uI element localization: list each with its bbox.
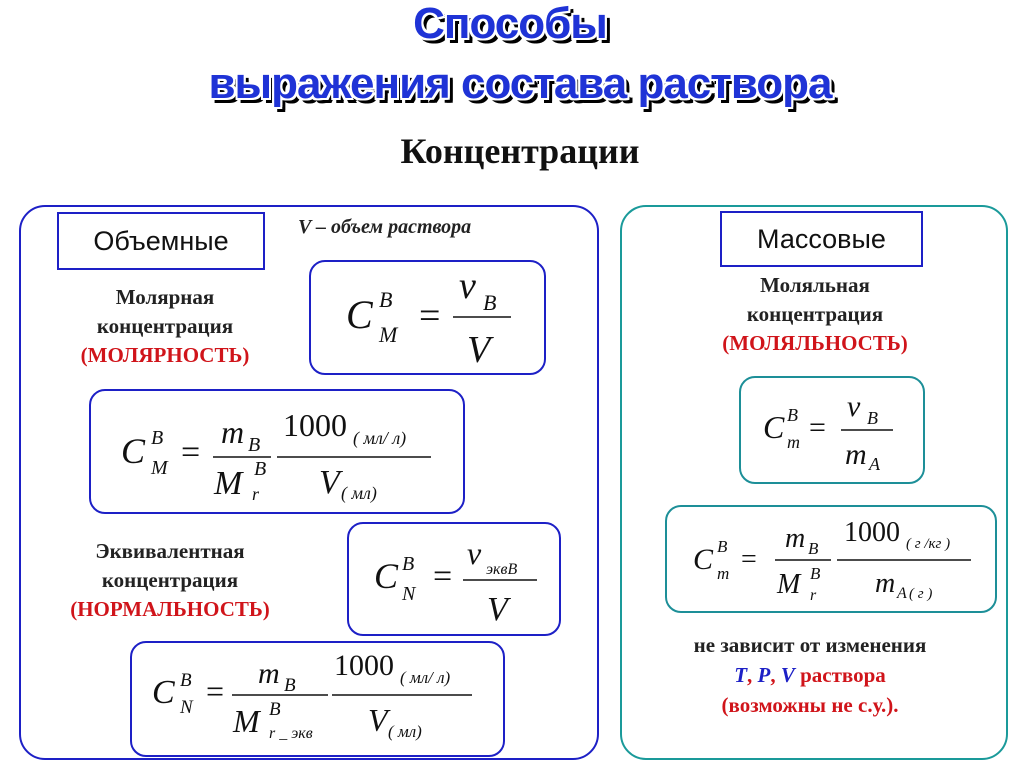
f5-nu: ν: [847, 390, 861, 423]
f4-N: N: [180, 697, 193, 718]
f2-eq: =: [181, 434, 201, 471]
f5-C: C: [763, 409, 785, 445]
f2-B: B: [151, 427, 164, 449]
molar-mass-formula-svg: [91, 391, 463, 512]
equivalent-line-3: (НОРМАЛЬНОСТЬ): [70, 597, 270, 621]
independence-note: [630, 630, 990, 720]
normal-basic-formula-svg: [349, 524, 559, 634]
f4-B: B: [180, 670, 192, 691]
independence-T: T: [734, 663, 748, 687]
independence-sep-1: ,: [747, 663, 758, 687]
f2-ml: ( мл): [341, 483, 377, 503]
volumetric-label-text: Объемные: [93, 225, 229, 256]
f5-m-sub: m: [787, 432, 800, 452]
f4-ml-l: ( мл/ л): [400, 668, 451, 687]
f2-mB: B: [248, 434, 261, 456]
f6-m-sub: m: [717, 564, 730, 583]
f4-m: m: [258, 657, 280, 690]
f6-A: A: [897, 585, 907, 602]
f6-MB: B: [810, 564, 821, 583]
f6-M: M: [777, 569, 801, 600]
f6-r: r: [810, 587, 817, 604]
normal-basic-formula: [347, 522, 561, 636]
f5-nuB: B: [867, 408, 878, 428]
mass-label: [720, 211, 923, 267]
f5-m: m: [845, 438, 867, 471]
f3-C: C: [374, 556, 399, 596]
f1-C: C: [346, 292, 373, 337]
f2-M: M: [151, 457, 168, 479]
f6-C: C: [693, 543, 714, 576]
f6-mB: B: [808, 539, 819, 558]
f2-1000: 1000: [283, 407, 347, 443]
independence-line-2: [630, 660, 990, 690]
independence-P: P: [757, 663, 771, 687]
equivalent-line-2: концентрация: [101, 568, 239, 592]
f6-B: B: [717, 537, 728, 556]
f2-ml-l: ( мл/ л): [353, 428, 407, 448]
molar-basic-formula: [309, 260, 546, 375]
f1-nu: ν: [459, 265, 476, 307]
f4-r-ekv: r _ экв: [269, 725, 313, 742]
molar-caption: [25, 283, 305, 370]
molal-mass-formula: [665, 505, 997, 613]
molal-basic-formula: [739, 376, 925, 484]
f2-MrB: B: [254, 458, 267, 480]
title-line-1: Способы: [413, 0, 607, 48]
independence-sep-2: ,: [770, 663, 781, 687]
mass-label-text: Массовые: [757, 223, 886, 254]
f6-g-kg: ( г /кг ): [906, 536, 951, 552]
f2-V: V: [319, 464, 340, 501]
f1-M: M: [379, 322, 398, 347]
f4-M: M: [233, 703, 260, 739]
f2-Mr: M: [214, 465, 243, 502]
f5-A: A: [869, 454, 880, 474]
molal-caption: [680, 271, 950, 358]
f3-nu: ν: [467, 535, 482, 571]
equivalent-caption: [25, 537, 315, 624]
f4-C: C: [152, 674, 175, 711]
molar-line-1: Молярная: [115, 285, 215, 309]
f3-B: B: [402, 553, 415, 575]
f1-V: V: [467, 329, 491, 371]
independence-tail: раствора: [794, 663, 886, 687]
independence-line-3: (возможны не с.у.).: [721, 693, 899, 717]
f6-eq: =: [741, 544, 757, 575]
normal-mass-formula: [130, 641, 505, 757]
f4-1000: 1000: [334, 649, 394, 682]
molal-line-2: концентрация: [746, 302, 884, 326]
normal-mass-formula-svg: [132, 643, 503, 755]
f4-MB: B: [269, 699, 281, 720]
f1-B: B: [379, 287, 393, 312]
f5-B: B: [787, 405, 798, 425]
molal-basic-formula-svg: [741, 378, 923, 482]
molal-line-3: (МОЛЯЛЬНОСТЬ): [722, 331, 908, 355]
volume-note-text: V – объем раствора: [298, 216, 472, 238]
molar-mass-formula: [89, 389, 465, 514]
molal-mass-formula-svg: [667, 507, 995, 611]
volume-note: [298, 216, 471, 239]
title-line-2: выражения состава раствора: [208, 59, 832, 108]
independence-V: V: [780, 663, 795, 687]
f4-mB: B: [284, 675, 296, 696]
equivalent-line-1: Эквивалентная: [95, 539, 245, 563]
f4-V: V: [368, 702, 388, 738]
independence-line-1: не зависит от изменения: [693, 633, 927, 657]
molar-line-2: концентрация: [96, 314, 234, 338]
subtitle: Концентрации: [400, 131, 640, 171]
f6-mA: m: [875, 568, 896, 599]
f1-nuB: B: [483, 290, 497, 315]
f6-g: ( г ): [909, 586, 933, 602]
f2-r: r: [252, 484, 260, 504]
molal-line-1: Моляльная: [760, 273, 870, 297]
f3-N: N: [402, 583, 416, 605]
f3-eq: =: [433, 558, 453, 595]
f4-eq: =: [206, 673, 225, 709]
f3-V: V: [487, 591, 508, 628]
f6-1000: 1000: [844, 517, 900, 548]
f5-eq: =: [809, 411, 826, 444]
f3-ekvB: эквB: [486, 561, 518, 578]
molar-line-3: (МОЛЯРНОСТЬ): [80, 343, 250, 367]
molar-basic-formula-svg: [311, 262, 544, 373]
f6-m: m: [785, 523, 806, 554]
f1-eq: =: [419, 295, 441, 337]
f2-C: C: [121, 431, 146, 471]
f2-m: m: [221, 414, 245, 450]
volumetric-label: [57, 212, 265, 270]
f4-ml: ( мл): [388, 722, 422, 741]
